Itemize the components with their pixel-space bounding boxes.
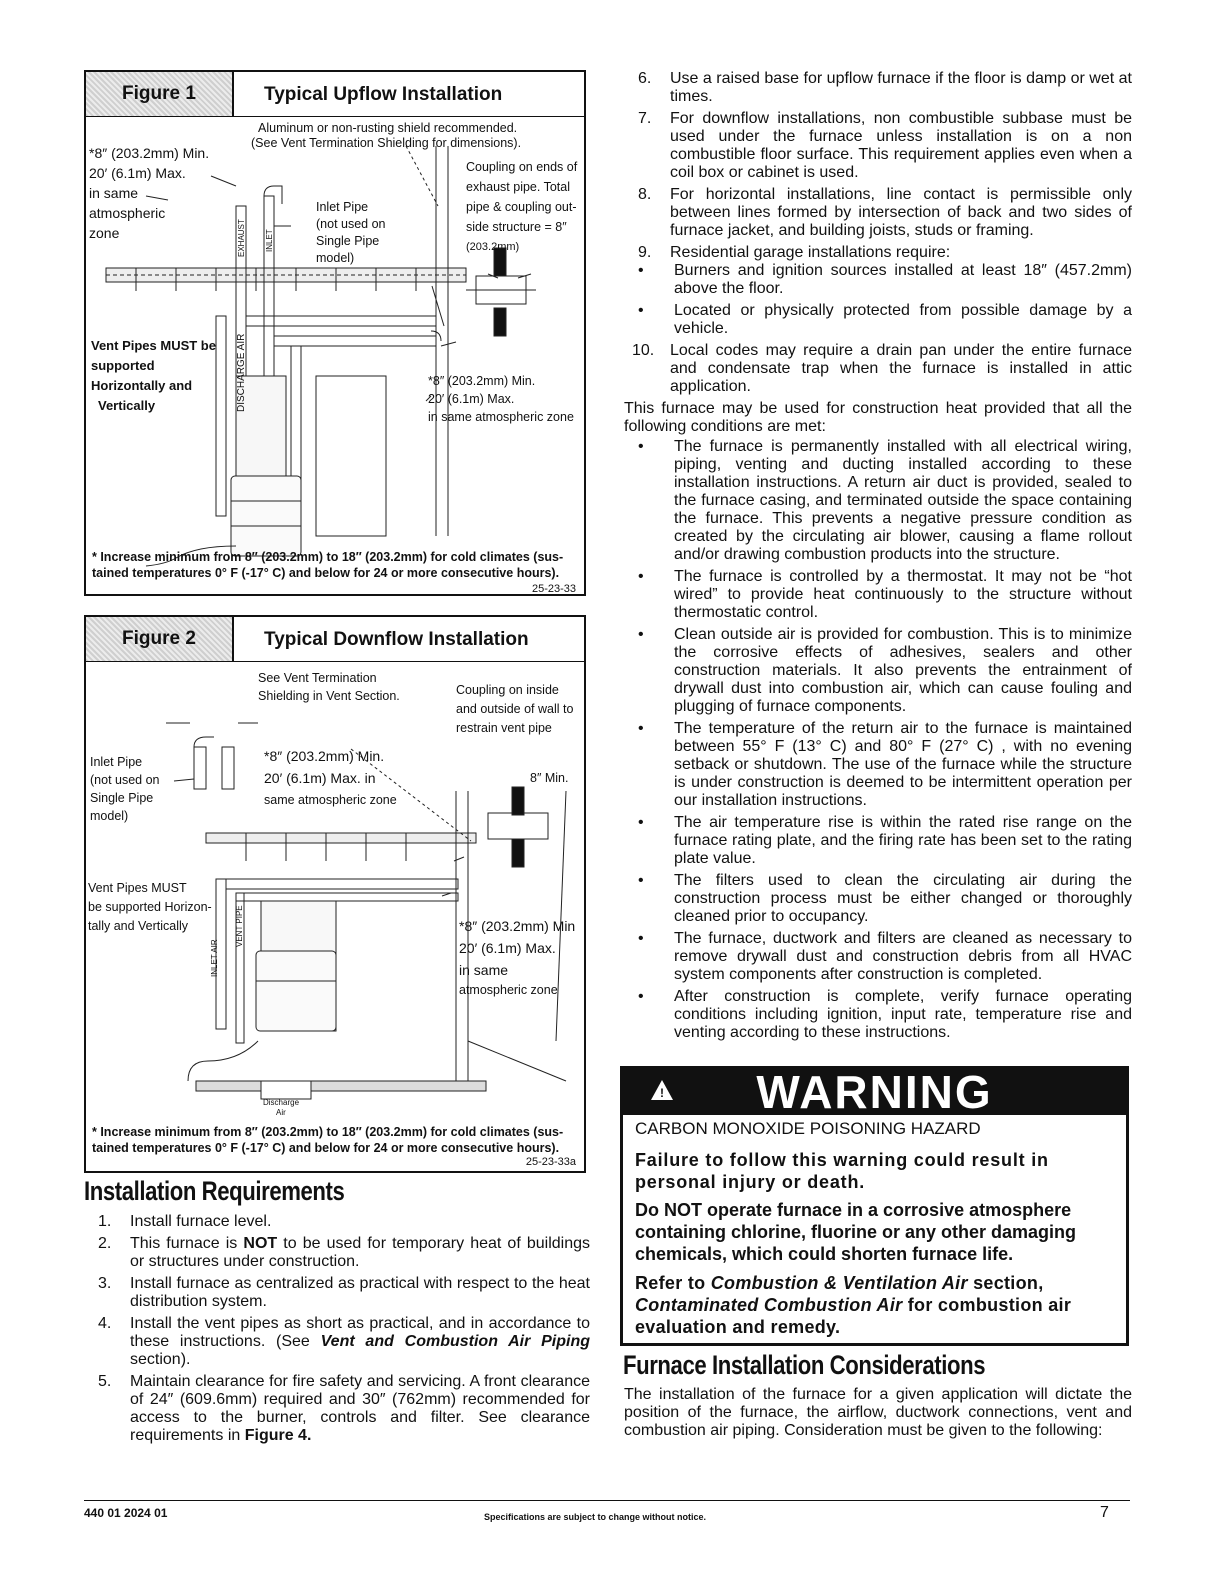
install-req-item-5: 5. Maintain clearance for fire safety and servicing. A front clearance of 24″ (609.6mm) required and 30″ (762mm) recommended for access to the burner, controls and filter. See clearance requirements in Figure 4. bbox=[98, 1373, 590, 1444]
f2-vent-label-3: tally and Vertically bbox=[88, 919, 189, 933]
footer-doc-number: 440 01 2024 01 bbox=[84, 1506, 168, 1520]
figure-1-title: Typical Upflow Installation bbox=[264, 84, 503, 105]
warning-bar bbox=[623, 1066, 1126, 1118]
construction-intro: This furnace may be used for construction heat provided that all the following conditions are met: bbox=[624, 400, 1132, 435]
construction-bullet-7: • The furnace, ductwork and filters are cleaned as necessary to remove drywall dust and construction debris from all HVAC system components after construction is completed. bbox=[638, 930, 1132, 983]
warning-box bbox=[620, 1066, 1129, 1346]
f2-coupling-label-2: and outside of wall to bbox=[456, 702, 574, 716]
f1-note-2: tained temperatures 0° F (-17° C) and below for 24 or more consecutive hours). bbox=[92, 566, 560, 580]
f2-eight-label: 8″ Min. bbox=[530, 771, 569, 785]
right-item-8: 8. For horizontal installations, line contact is permissible only between lines formed by intersection of back and two sides of furnace jacket, and building joists, studs or framing. bbox=[638, 186, 1132, 239]
f1-vent-label-2: supported bbox=[91, 358, 155, 373]
f2-inlet-air-label: INLET AIR bbox=[210, 939, 219, 977]
install-req-item-1: 1. Install furnace level. bbox=[98, 1213, 272, 1230]
f2-see-label: See Vent Termination bbox=[258, 671, 377, 685]
f1-min-label: *8″ (203.2mm) Min. bbox=[89, 145, 210, 161]
f2-discharge-label-2: Air bbox=[276, 1108, 286, 1117]
warning-hazard: CARBON MONOXIDE POISONING HAZARD bbox=[635, 1119, 981, 1138]
right-item-9: 9. Residential garage installations require: bbox=[638, 244, 951, 261]
construction-bullets bbox=[624, 438, 1132, 1046]
f1-exhaust-label: EXHAUST bbox=[237, 219, 246, 257]
f1-inlet-vertical-label: INLET bbox=[265, 229, 274, 252]
f2-code: 25-23-33a bbox=[525, 1156, 576, 1168]
f2-vent-label: Vent Pipes MUST bbox=[88, 881, 187, 895]
footer-notice: Specifications are subject to change without notice. bbox=[484, 1512, 707, 1522]
f1-zone-label: zone bbox=[89, 225, 120, 241]
right-item-7: 7. For downflow installations, non combustible subbase must be used under the furnace unless installation is on a non combustible floor surface. This requirement applies even when a coil box or cabinet is used. bbox=[638, 110, 1132, 181]
f1-inlet-label: Inlet Pipe bbox=[316, 200, 369, 214]
f2-discharge-label: Discharge bbox=[263, 1098, 300, 1107]
construction-bullet-3: • Clean outside air is provided for combustion. This is to minimize the corrosive effects of adhesives, sealers and other construction materials. It also prevents the entrainment of drywall dust into combustion air, which can cause fouling and plugging of furnace components. bbox=[638, 626, 1132, 715]
f2-vent-pipe-label: VENT PIPE bbox=[235, 905, 244, 947]
construction-bullet-8: • After construction is complete, verify furnace operating conditions including ignition, input rate, temperature rise and venting according to these instructions. bbox=[638, 988, 1132, 1041]
figure-2-title: Typical Downflow Installation bbox=[264, 629, 529, 650]
f1-same-label-2: in same atmospheric zone bbox=[428, 410, 574, 424]
garage-bullets bbox=[624, 262, 1132, 342]
f1-note: * Increase minimum from 8″ (203.2mm) to 18″ (203.2mm) for cold climates (sus- bbox=[92, 550, 564, 564]
f2-inlet-label-4: model) bbox=[90, 809, 129, 823]
f1-min-label-2: *8″ (203.2mm) Min. bbox=[428, 374, 536, 388]
construction-bullet-4: • The temperature of the return air to the furnace is maintained between 55° F (13° C) and 80° F (27° C) , with no evening setback or shutdown. The use of the furnace while the structure is under construction is deemed to be intermittent operation per our installation instructions. bbox=[638, 720, 1132, 809]
f2-same-label-2: in same bbox=[459, 962, 509, 978]
f2-coupling-label: Coupling on inside bbox=[456, 683, 559, 697]
footer-page-number: 7 bbox=[1100, 1504, 1109, 1521]
f2-vent-label-2: be supported Horizon- bbox=[88, 900, 212, 914]
f2-same-label: same atmospheric zone bbox=[264, 793, 397, 807]
f1-max-label-2: 20′ (6.1m) Max. bbox=[428, 392, 515, 406]
construction-bullet-1: • The furnace is permanently installed with all electrical wiring, piping, venting and ducting installed according to these installation instructions. A return air duct is provided, sealed to the furnace casing, and terminated outside the space containing the furnace. This prevents a negative pressure condition as created by the circulating air blower, causing a flame rollout and/or drawing combustion products into the structure. bbox=[638, 438, 1132, 563]
f2-inlet-label-2: (not used on bbox=[90, 773, 160, 787]
right-list bbox=[624, 70, 1132, 266]
install-req-heading: Installation Requirements bbox=[84, 1176, 345, 1206]
f2-max-label-2: 20′ (6.1m) Max. bbox=[459, 940, 556, 956]
figure-2 bbox=[84, 615, 586, 1173]
f2-coupling-label-3: restrain vent pipe bbox=[456, 721, 552, 735]
f1-discharge-label: DISCHARGE AIR bbox=[236, 333, 247, 412]
f1-code: 25-23-33 bbox=[531, 583, 576, 595]
f1-max-label: 20′ (6.1m) Max. bbox=[89, 165, 186, 181]
f1-coupling-label-5: (203.2mm) bbox=[466, 241, 520, 253]
f1-vent-label: Vent Pipes MUST be bbox=[91, 338, 216, 353]
construction-bullet-6: • The filters used to clean the circulating air during the construction process must be either changed or thoroughly cleaned prior to occupancy. bbox=[638, 872, 1132, 925]
f2-note: * Increase minimum from 8″ (203.2mm) to 18″ (203.2mm) for cold climates (sus- bbox=[92, 1125, 564, 1139]
f2-max-label: 20′ (6.1m) Max. in bbox=[264, 770, 376, 786]
figure-2-tab: Figure 2 bbox=[86, 617, 234, 661]
f1-inlet-label-2: (not used on bbox=[316, 217, 386, 231]
f2-inlet-label-3: Single Pipe bbox=[90, 791, 154, 805]
f2-atm-label-2: atmospheric zone bbox=[459, 983, 558, 997]
right-list-10 bbox=[624, 342, 1132, 400]
install-req-list bbox=[84, 1213, 590, 1449]
install-req-item-2: 2. This furnace is NOT to be used for temporary heat of buildings or structures under construction. bbox=[98, 1235, 591, 1270]
f1-inlet-label-3: Single Pipe bbox=[316, 234, 380, 248]
install-req-item-4: 4. Install the vent pipes as short as practical, and in accordance to these instructions. (See Vent and Combustion Air Piping section). bbox=[98, 1315, 591, 1368]
considerations-heading: Furnace Installation Considerations bbox=[623, 1350, 986, 1380]
considerations-text: The installation of the furnace for a given application will dictate the position of the furnace, the airflow, ductwork connections, vent and combustion air piping. Consideration must be given to the following: bbox=[624, 1386, 1132, 1439]
f2-note-2: tained temperatures 0° F (-17° C) and below for 24 or more consecutive hours). bbox=[92, 1141, 560, 1155]
f1-coupling-label-3: pipe & coupling out- bbox=[466, 200, 577, 214]
f1-same-label: in same bbox=[89, 185, 139, 201]
warning-exclamation-icon: ! bbox=[660, 1086, 664, 1100]
garage-bullet-2: • Located or physically protected from possible damage by a vehicle. bbox=[638, 302, 1132, 337]
f2-min-label: *8″ (203.2mm) Min. bbox=[264, 748, 385, 764]
f2-see-label-2: Shielding in Vent Section. bbox=[258, 689, 400, 703]
warning-p3: Refer to Combustion & Ventilation Air section, Contaminated Combustion Air for combustion air evaluation and remedy. bbox=[635, 1273, 1072, 1337]
f1-coupling-label-4: side structure = 8″ bbox=[466, 220, 567, 234]
figure-1-tab: Figure 1 bbox=[86, 72, 234, 116]
f2-min-label-2: *8″ (203.2mm) Min bbox=[459, 918, 576, 934]
construction-bullet-2: • The furnace is controlled by a thermostat. It may not be “hot wired” to provide heat continuously to the structure without thermostatic control. bbox=[638, 568, 1132, 621]
f1-inlet-label-4: model) bbox=[316, 251, 355, 265]
f1-vent-label-3: Horizontally and bbox=[91, 378, 193, 393]
install-req-item-3: 3. Install furnace as centralized as practical with respect to the heat distribution system. bbox=[98, 1275, 590, 1310]
f2-inlet-label: Inlet Pipe bbox=[90, 755, 143, 769]
right-item-6: 6. Use a raised base for upflow furnace if the floor is damp or wet at times. bbox=[638, 70, 1132, 105]
warning-title: WARNING bbox=[756, 1066, 993, 1118]
f1-coupling-label-2: exhaust pipe. Total bbox=[466, 180, 571, 194]
f1-atm-label: atmospheric bbox=[89, 205, 166, 221]
garage-bullet-1: • Burners and ignition sources installed at least 18″ (457.2mm) above the floor. bbox=[638, 262, 1132, 297]
construction-bullet-5: • The air temperature rise is within the rated rise range on the furnace rating plate, and the firing rate has been set to the rating plate value. bbox=[638, 814, 1132, 867]
f1-coupling-label: Coupling on ends of bbox=[466, 160, 578, 174]
f1-shield-label-2: (See Vent Termination Shielding for dimensions). bbox=[251, 136, 522, 150]
warning-p1: Failure to follow this warning could result in personal injury or death. bbox=[635, 1150, 1049, 1192]
right-item-10: 10. Local codes may require a drain pan under the entire furnace and condensate trap when the furnace is installed in attic application. bbox=[632, 342, 1132, 395]
warning-p2: Do NOT operate furnace in a corrosive atmosphere containing chlorine, fluorine or any other damaging chemicals, which could shorten furnace life. bbox=[635, 1200, 1077, 1264]
f1-shield-label: Aluminum or non-rusting shield recommended. bbox=[258, 121, 518, 135]
footer-rule bbox=[84, 1500, 1130, 1501]
figure-1 bbox=[84, 70, 586, 596]
f1-vent-label-4: Vertically bbox=[98, 398, 156, 413]
